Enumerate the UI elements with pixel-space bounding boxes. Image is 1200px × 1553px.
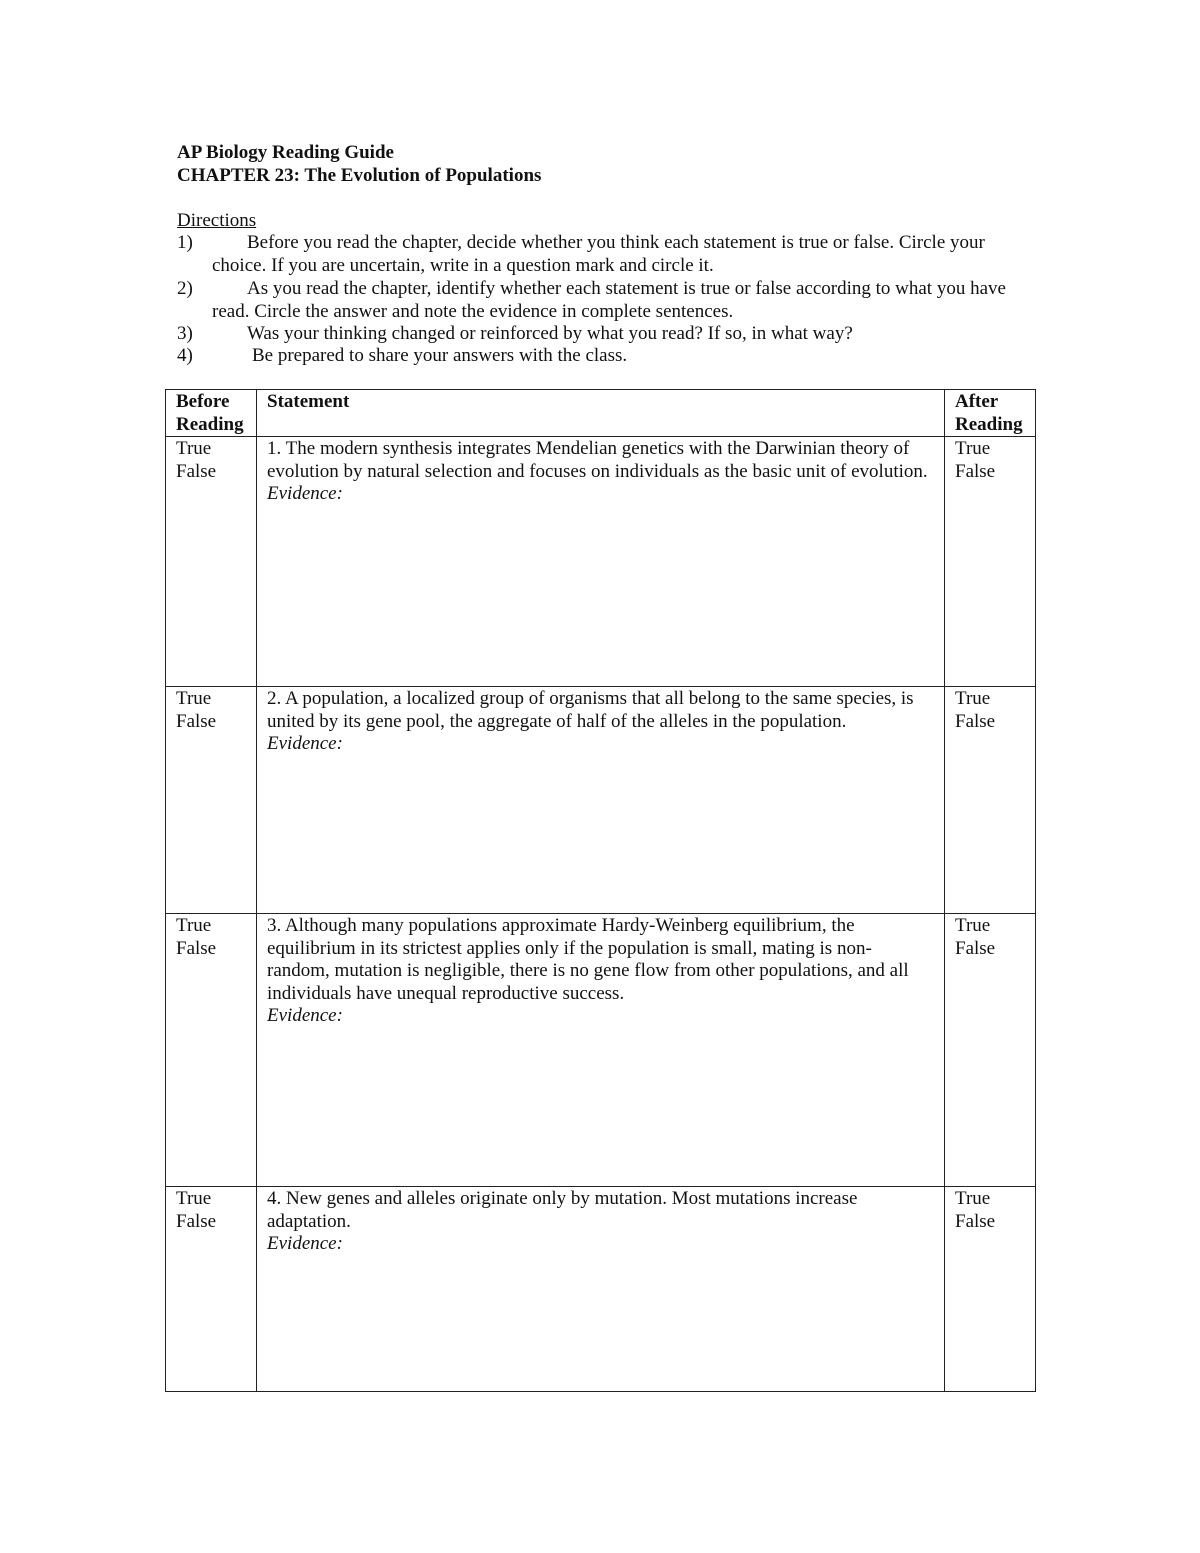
false-option[interactable]: False [955,710,996,732]
statement-cell[interactable] [257,437,945,687]
table-row [166,437,1036,687]
direction-item [177,278,1037,323]
direction-number: 2) [177,278,193,299]
before-choice-cell [166,437,257,687]
direction-item [177,232,1037,277]
table-row [166,914,1036,1187]
reading-guide-table [165,389,1036,1392]
false-option[interactable]: False [176,937,217,959]
statement-text: 4. New genes and alleles originate only by mutation. Most mutations increase adaptation. [267,1188,858,1232]
true-option[interactable]: True [176,1188,212,1209]
true-option[interactable]: True [955,1188,991,1209]
statement-text: 1. The modern synthesis integrates Mendelian genetics with the Darwinian theory of evolution by natural selection and focuses on individuals as the basic unit of evolution. [267,438,928,482]
direction-number: 3) [177,323,193,344]
statement-cell[interactable] [257,914,945,1187]
header-before-reading: Before Reading [166,390,257,437]
table-row [166,1187,1036,1392]
evidence-label: Evidence: [267,483,343,504]
statement-text: 2. A population, a localized group of organisms that all belong to the same species, is united by its gene pool, the aggregate of half of the alleles in the population. [267,688,914,732]
direction-text: Was your thinking changed or reinforced by what you read? If so, in what way? [247,323,853,344]
true-option[interactable]: True [176,688,212,709]
direction-number: 1) [177,232,193,253]
direction-item [177,345,1037,368]
before-choice-cell [166,1187,257,1392]
direction-number: 4) [177,345,193,366]
false-option[interactable]: False [176,1210,217,1232]
evidence-label: Evidence: [267,1233,343,1254]
false-option[interactable]: False [176,460,217,482]
false-option[interactable]: False [176,710,217,732]
table-row [166,687,1036,914]
evidence-label: Evidence: [267,733,343,754]
false-option[interactable]: False [955,937,996,959]
false-option[interactable]: False [955,1210,996,1232]
directions-heading: Directions [177,210,257,231]
before-choice-cell [166,914,257,1187]
after-choice-cell [945,914,1036,1187]
header-after-reading: After Reading [945,390,1036,437]
evidence-label: Evidence: [267,1005,343,1026]
true-option[interactable]: True [955,915,991,936]
statement-cell[interactable] [257,1187,945,1392]
table-header-row [166,390,1036,437]
header-statement: Statement [257,390,945,437]
chapter-title: CHAPTER 23: The Evolution of Populations [177,165,542,186]
direction-text: Be prepared to share your answers with the class. [252,345,628,366]
direction-item [177,323,1037,346]
after-choice-cell [945,437,1036,687]
after-choice-cell [945,687,1036,914]
direction-text: As you read the chapter, identify whether each statement is true or false according to what you have read. Circle the answer and note the evidence in complete sentences. [212,278,1006,322]
true-option[interactable]: True [955,438,991,459]
before-choice-cell [166,687,257,914]
statement-text: 3. Although many populations approximate Hardy-Weinberg equilibrium, the equilibrium in its strictest applies only if the population is small, mating is non-random, mutation is negligible, there is no gene flow from other populations, and all individuals have unequal reproductive success. [267,915,909,1004]
statement-cell[interactable] [257,687,945,914]
document-title: AP Biology Reading Guide [177,142,394,163]
true-option[interactable]: True [176,915,212,936]
direction-text: Before you read the chapter, decide whether you think each statement is true or false. Circle your choice. If you are uncertain, write in a question mark and circle it. [212,232,985,276]
false-option[interactable]: False [955,460,996,482]
true-option[interactable]: True [176,438,212,459]
after-choice-cell [945,1187,1036,1392]
true-option[interactable]: True [955,688,991,709]
